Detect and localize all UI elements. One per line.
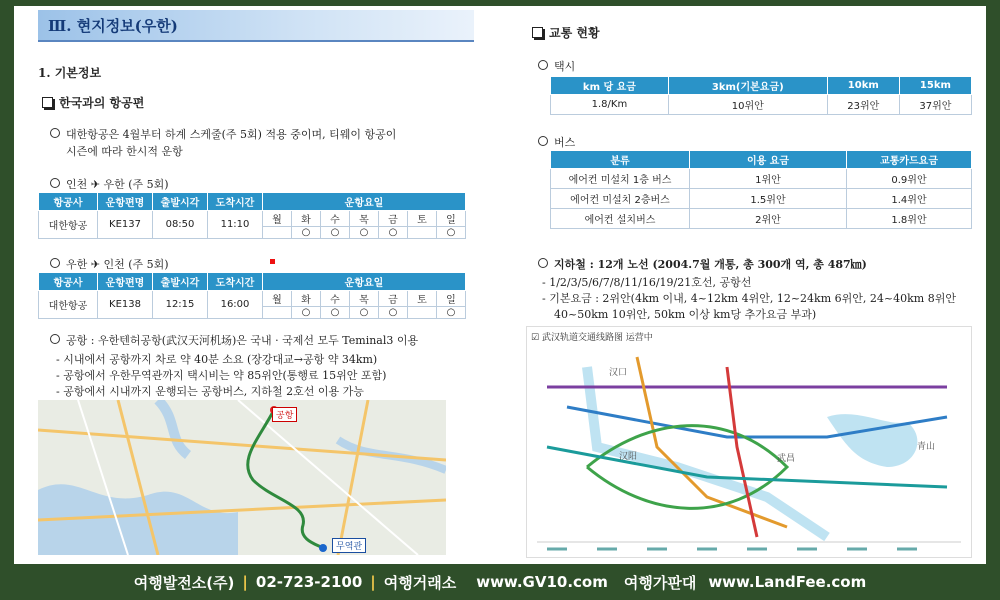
taxi-per-km: 1.8/Km	[551, 95, 669, 115]
route-map-graphic	[38, 400, 446, 555]
th-per-km: km 당 요금	[551, 77, 669, 95]
th-arr: 도착시간	[208, 193, 263, 211]
th-airline: 항공사	[39, 273, 98, 291]
flights-desc: 대한항공은 4월부터 하계 스케줄(주 5회) 적용 중이며, 티웨이 항공이	[50, 126, 396, 142]
airport-bullet-1: - 시내에서 공항까지 차로 약 40분 소요 (장강대교→공항 약 34km)	[56, 353, 378, 366]
taxi-10km: 23위안	[827, 95, 899, 115]
cell-flight: KE138	[98, 291, 153, 319]
day-sun: 일	[437, 291, 466, 307]
day-sun: 일	[437, 211, 466, 227]
map-label-airport: 공항	[272, 407, 297, 422]
inbound-label: 우한 ✈ 인천 (주 5회)	[50, 256, 169, 272]
day-wed: 수	[321, 291, 350, 307]
basic-info-heading: 1. 기본정보	[38, 66, 102, 80]
footer-site1-name: 여행거래소	[383, 573, 457, 592]
subway-fare-2: 40~50km 10위안, 50km 이상 km당 추가요금 부과)	[554, 308, 817, 321]
flights-heading: 한국과의 항공편	[42, 94, 144, 111]
day-thu: 목	[350, 211, 379, 227]
bus-card-fare: 1.4위안	[847, 189, 972, 209]
mark-tue: ○	[292, 307, 321, 319]
th-flight: 운항편명	[98, 273, 153, 291]
document-page	[14, 6, 986, 564]
footer-site1-url[interactable]: www.GV10.com	[476, 573, 608, 591]
cell-dep: 08:50	[153, 211, 208, 239]
cell-arr: 11:10	[208, 211, 263, 239]
th-category: 분류	[551, 151, 690, 169]
day-mon: 월	[263, 291, 292, 307]
circle-bullet-icon	[50, 128, 60, 138]
mark-fri: ○	[379, 227, 408, 239]
bus-label: 버스	[538, 134, 575, 150]
cell-arr: 16:00	[208, 291, 263, 319]
day-sat: 토	[408, 211, 437, 227]
th-days: 운항요일	[263, 273, 466, 291]
section-title: Ⅲ. 현지정보(우한)	[48, 17, 178, 35]
mark-mon	[263, 307, 292, 319]
bus-card-fare: 0.9위안	[847, 169, 972, 189]
footer-bar	[0, 564, 1000, 600]
flights-desc-2: 시즌에 따라 한시적 운항	[66, 145, 183, 158]
taxi-3km: 10위안	[668, 95, 827, 115]
bus-card-fare: 1.8위안	[847, 209, 972, 229]
footer-site2-name: 여행가판대	[623, 573, 697, 592]
metro-map-graphic	[527, 327, 971, 557]
metro-label-hankou: 汉口	[609, 368, 628, 378]
mark-sat	[408, 227, 437, 239]
map-label-office: 무역관	[332, 538, 366, 553]
mark-thu: ○	[350, 307, 379, 319]
airport-line: 공항 : 우한텐허공항(武汉天河机场)은 국내 · 국제선 모두 Teminal3 이용	[50, 332, 418, 348]
day-wed: 수	[321, 211, 350, 227]
cell-flight: KE137	[98, 211, 153, 239]
mark-sun: ○	[437, 307, 466, 319]
cell-airline: 대한항공	[39, 291, 98, 319]
th-arr: 도착시간	[208, 273, 263, 291]
day-fri: 금	[379, 291, 408, 307]
taxi-15km: 37위안	[899, 95, 971, 115]
footer-separator: |	[370, 573, 376, 591]
circle-bullet-icon	[538, 258, 548, 268]
day-mon: 월	[263, 211, 292, 227]
th-dep: 출발시각	[153, 193, 208, 211]
outbound-flight-table	[38, 192, 466, 239]
footer-separator: |	[242, 573, 248, 591]
section-header	[38, 10, 474, 42]
mark-mon	[263, 227, 292, 239]
mark-wed: ○	[321, 227, 350, 239]
bus-fare-table	[550, 150, 972, 229]
metro-map	[526, 326, 972, 558]
mark-tue: ○	[292, 227, 321, 239]
th-airline: 항공사	[39, 193, 98, 211]
day-tue: 화	[292, 291, 321, 307]
taxi-fare-table	[550, 76, 972, 115]
th-fare: 이용 요금	[690, 151, 847, 169]
footer-phone: 02-723-2100	[255, 573, 363, 591]
th-days: 운항요일	[263, 193, 466, 211]
bus-fare: 1.5위안	[690, 189, 847, 209]
metro-map-title: ☑ 武汉轨道交通线路图 运营中	[531, 333, 653, 343]
bus-fare: 1위안	[690, 169, 847, 189]
circle-bullet-icon	[538, 60, 548, 70]
subway-fare: - 기본요금 : 2위안(4km 이내, 4~12km 4위안, 12~24km 6위안, 24~40km 8위안	[542, 292, 956, 305]
mark-sun: ○	[437, 227, 466, 239]
mark-sat	[408, 307, 437, 319]
taxi-label: 택시	[538, 58, 575, 74]
bus-type: 에어컨 미설치 2층버스	[551, 189, 690, 209]
cell-airline: 대한항공	[39, 211, 98, 239]
inbound-flight-table	[38, 272, 466, 319]
red-dot	[270, 259, 275, 264]
subway-lines: - 1/2/3/5/6/7/8/11/16/19/21호선, 공항선	[542, 276, 752, 289]
metro-label-hanyang: 汉阳	[619, 452, 638, 462]
th-flight: 운항편명	[98, 193, 153, 211]
th-15km: 15km	[899, 77, 971, 95]
subway-label: 지하철 : 12개 노선 (2004.7월 개통, 총 300개 역, 총 487㎞)	[538, 256, 867, 272]
mark-wed: ○	[321, 307, 350, 319]
th-card-fare: 교통카드요금	[847, 151, 972, 169]
day-tue: 화	[292, 211, 321, 227]
footer-company: 여행발전소(주)	[133, 573, 235, 592]
metro-label-qingshan: 青山	[917, 442, 936, 452]
airport-bullet-2: - 공항에서 우한무역관까지 택시비는 약 85위안(통행료 15위안 포함)	[56, 369, 387, 382]
day-fri: 금	[379, 211, 408, 227]
cell-dep: 12:15	[153, 291, 208, 319]
mark-thu: ○	[350, 227, 379, 239]
th-3km: 3km(기본요금)	[668, 77, 827, 95]
bus-type: 에어컨 미설치 1층 버스	[551, 169, 690, 189]
checkbox-square-icon	[532, 27, 543, 38]
metro-label-wuchang: 武昌	[777, 454, 796, 464]
day-sat: 토	[408, 291, 437, 307]
checkbox-square-icon	[42, 97, 53, 108]
circle-bullet-icon	[50, 258, 60, 268]
airport-route-map	[38, 400, 446, 555]
bus-fare: 2위안	[690, 209, 847, 229]
mark-fri: ○	[379, 307, 408, 319]
th-dep: 출발시각	[153, 273, 208, 291]
circle-bullet-icon	[538, 136, 548, 146]
traffic-heading: 교통 현황	[532, 24, 600, 41]
circle-bullet-icon	[50, 178, 60, 188]
outbound-label: 인천 ✈ 우한 (주 5회)	[50, 176, 169, 192]
airport-bullet-3: - 공항에서 시내까지 운행되는 공항버스, 지하철 2호선 이용 가능	[56, 385, 364, 398]
day-thu: 목	[350, 291, 379, 307]
th-10km: 10km	[827, 77, 899, 95]
footer-site2-url[interactable]: www.LandFee.com	[708, 573, 867, 591]
bus-type: 에어컨 설치버스	[551, 209, 690, 229]
circle-bullet-icon	[50, 334, 60, 344]
